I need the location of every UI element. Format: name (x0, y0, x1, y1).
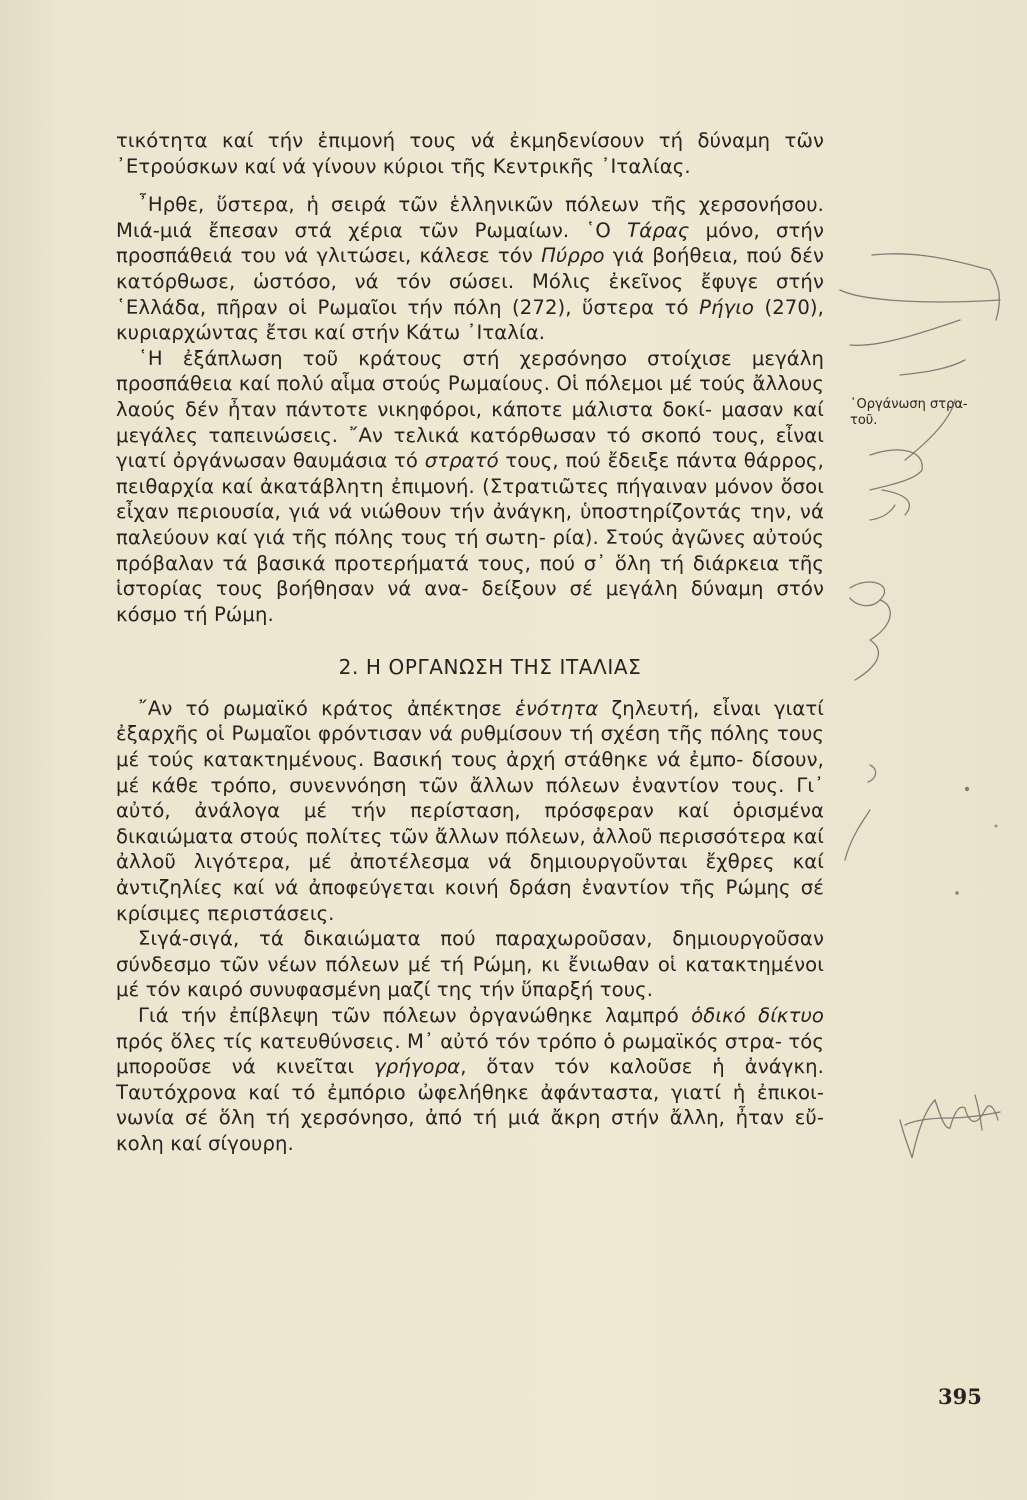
pencil-signature (905, 1112, 1000, 1125)
text-line: ὑποστηρίζοντάς την, νά παλεύουν καί γιά τῆς πόλης τους τή σωτη- (116, 500, 824, 549)
pencil-bracket (845, 810, 870, 860)
emphasis: ὁδικό δίκτυο (691, 1004, 824, 1027)
pencil-bracket (870, 450, 922, 490)
pencil-bracket (870, 505, 895, 520)
text-line: τους. Γι᾿ αὐτό, ἀνάλογα μέ τήν περίσταση, πρόσφεραν καί ὁρισμένα (116, 773, 824, 823)
text-line: μέ τόν καιρό συνυφασμένη μαζί της τήν ὕπαρξή τους. (116, 978, 654, 1002)
text-line: προσπάθειά του νά γλιτώσει, κάλεσε τόν (116, 244, 542, 268)
text-line: πάντα θάρρος, πειθαρχία καί ἀκατάβλητη ἐπιμονή. (Στρατιῶτες (116, 449, 824, 498)
paragraph-5 (116, 926, 824, 1003)
margin-note-line: ᾿Οργάνωση στρα- (850, 397, 968, 412)
text-line: (270), (754, 295, 824, 319)
text-line: τός μποροῦσε νά κινεῖται (116, 1029, 824, 1079)
pencil-bracket (870, 600, 890, 640)
text-line: τους, εἶναι γιατί ὀργάνωσαν θαυμάσια τό (116, 423, 824, 473)
margin-note (850, 397, 1010, 429)
text-line: ἀντιζηλίες καί νά ἀποφεύγεται κοινή δράση ἐναντίον τῆς Ρώμης σέ (116, 876, 824, 900)
text-line: δίσουν, μέ κάθε τρόπο, συνεννόηση τῶν ἄλλων πόλεων ἐναντίον (116, 748, 824, 797)
text-line: πρός ὅλες τίς κατευθύνσεις. Μ᾿ αὐτό τόν τρόπο ὁ ρωμαϊκός στρα- (116, 1029, 783, 1053)
text-line: Γιά τήν ἐπίβλεψη τῶν πόλεων ὀργανώθηκε λαμπρό (138, 1004, 692, 1027)
pencil-bracket (872, 254, 999, 320)
text-line: πήγαιναν μόνον ὅσοι εἶχαν περιουσία, γιά νά νιώθουν τήν ἀνάγκη, (116, 474, 824, 524)
emphasis: Τάρας (627, 218, 690, 242)
text-line: τικότητα καί τήν ἐπιμονή τους νά ἐκμηδενίσουν τή δύναμη τῶν (116, 129, 824, 152)
text-line: κρίσιμες περιστάσεις. (116, 901, 335, 925)
paragraph-4 (116, 696, 824, 926)
text-line: προσπάθεια καί πολύ αἷμα στούς Ρωμαίους. Οἱ πόλεμοι μέ τούς (116, 372, 747, 396)
text-line: μόνο, στήν (689, 218, 824, 242)
paragraph-3 (116, 346, 824, 628)
text-line: τους, πού σ᾿ ὅλη τή διάρκεια τῆς ἱστορίας τους βοήθησαν νά ανα- (116, 551, 824, 601)
section-heading: 2. Η ΟΡΓΑΝΩΣΗ ΤΗΣ ΙΤΑΛΙΑΣ (338, 655, 642, 680)
paragraph-6 (116, 1003, 824, 1157)
emphasis: ἑνότητα (515, 696, 599, 720)
pencil-bracket (850, 582, 885, 606)
text-line: γιά βοήθεια, πού (604, 244, 782, 268)
text-line: ῾Ελλάδα, πῆραν οἱ Ρωμαῖοι τήν πόλη (272), ὕστερα τό (116, 295, 700, 319)
emphasis: Πύρρο (541, 244, 605, 268)
text-line: κυριαρχώντας ἔτσι καί στήν Κάτω ᾿Ιταλία. (116, 321, 546, 345)
emphasis: γρήγορα (374, 1055, 461, 1079)
pencil-bracket (868, 765, 876, 782)
text-line: ῾Η ἐξάπλωση τοῦ κράτους στή χερσόνησο στοίχισε μεγάλη (138, 346, 824, 370)
pencil-bracket (855, 640, 878, 680)
paragraph-2 (116, 192, 824, 346)
text-line: ᾿Ετρούσκων καί νά γίνουν κύριοι τῆς Κεντρικῆς ᾿Ιταλίας. (116, 154, 691, 178)
pencil-bracket (900, 360, 965, 375)
pencil-bracket (840, 290, 1000, 302)
text-line: ῏Ηρθε, ὕστερα, ἡ σειρά τῶν ἑλληνικῶν πόλεων τῆς χερσονήσου. (138, 193, 824, 217)
text-line: μασαν καί μεγάλες ταπεινώσεις. ῎Αν τελικά κατόρθωσαν τό σκοπό (116, 397, 824, 447)
text-line: ἐξαρχῆς οἱ Ρωμαῖοι φρόντισαν νά ρυθμίσουν τή σχέση τῆς πόλης (116, 722, 771, 746)
emphasis: στρατό (424, 449, 499, 473)
text-line: δέν κατόρθωσε, ὡστόσο, νά τόν σώσει. Μόλις ἐκεῖνος ἔφυγε στήν (116, 244, 824, 293)
text-line: , ὅταν τόν καλοῦσε ἡ ἀνάγκη. (460, 1055, 824, 1079)
text-line: ρία). Στούς ἀγῶνες αὐτούς πρόβαλαν τά βασικά προτερήματά (116, 525, 824, 575)
text-line: δείξουν σέ μεγάλη δύναμη στόν κόσμο τή Ρώμη. (116, 577, 824, 626)
text-line: Ταυτόχρονα καί τό ἐμπόριο ὠφελήθηκε ἀφάνταστα, γιατί ἡ ἐπικοι- (116, 1080, 824, 1104)
text-line: Μιά-μιά ἔπεσαν στά χέρια τῶν Ρωμαίων. ῾Ο (116, 218, 628, 242)
text-line: καί ἀλλοῦ λιγότερα, μέ ἀποτέλεσμα νά δημιουργοῦνται ἔχθρες καί (116, 824, 824, 874)
text-line: τους, πού ἔδειξε (498, 449, 670, 473)
pencil-signature (975, 1095, 982, 1130)
text-line: τους μέ τούς κατακτημένους. Βασική τους ἀρχή στάθηκε νά ἐμπο- (116, 722, 824, 772)
paragraph-1 (116, 128, 824, 179)
pencil-bracket (882, 490, 909, 515)
pencil-dot (995, 825, 998, 828)
text-line: ἄλλους λαούς δέν ἦταν πάντοτε νικηφόροι, κάποτε μάλιστα δοκί- (116, 372, 824, 421)
pencil-dot (955, 891, 959, 895)
margin-note-line: τοῦ. (850, 413, 878, 428)
text-line: κολη καί σίγουρη. (116, 1131, 294, 1155)
text-line: Σιγά-σιγά, τά δικαιώματα πού παραχωροῦσαν, δημιουργοῦσαν (138, 927, 824, 951)
text-line: ζηλευτή, εἶναι γιατί (598, 696, 824, 720)
emphasis: Ρήγιο (699, 295, 755, 319)
page-number: 395 (938, 1384, 982, 1409)
pencil-bracket (850, 320, 960, 345)
text-line: νωνία σέ ὅλη τή χερσόνησο, ἀπό τή μιά ἄκρη στήν ἄλλη, ἦταν εὔ- (116, 1106, 824, 1130)
main-text (116, 128, 824, 1157)
text-line: ῎Αν τό ρωμαϊκό κράτος ἀπέκτησε (138, 696, 516, 720)
pencil-signature (900, 1100, 998, 1158)
pencil-dot (965, 787, 969, 791)
text-line: δικαιώματα στούς πολίτες τῶν ἄλλων πόλεων, ἀλλοῦ περισσότερα (116, 824, 787, 848)
text-line: σύνδεσμο τῶν νέων πόλεων μέ τή Ρώμη, κι ἔνιωθαν οἱ κατακτημένοι (116, 952, 824, 976)
